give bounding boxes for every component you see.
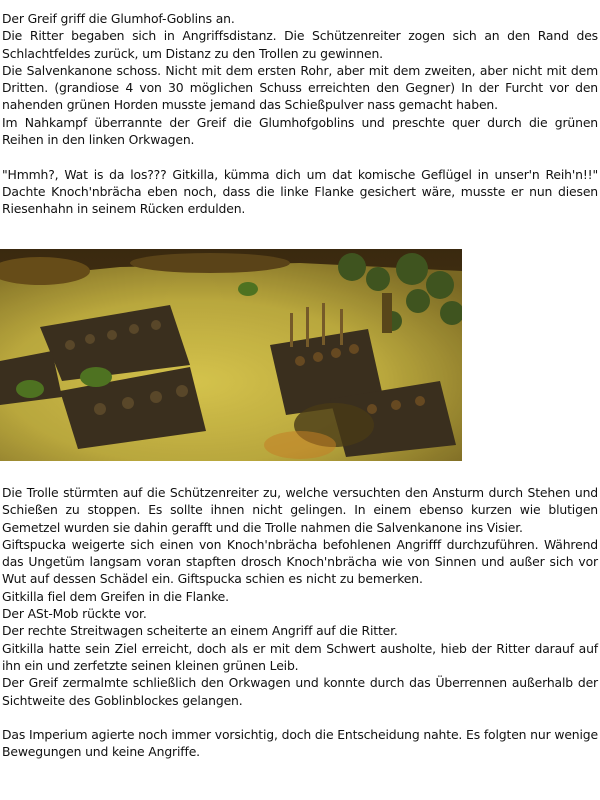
paragraph: Gitkilla hatte sein Ziel erreicht, doch als er mit dem Schwert ausholte, hieb der Ritter darauf auf ihn ein und zerfetzte seinen kleinen grünen Leib. bbox=[2, 640, 598, 673]
paragraph: Die Ritter begaben sich in Angriffsdistanz. Die Schützenreiter zogen sich an den Rand des Schlachtfeldes zurück, um Distanz zu den Trollen zu gewinnen. bbox=[2, 28, 598, 61]
paragraph: Die Salvenkanone schoss. Nicht mit dem ersten Rohr, aber mit dem zweiten, aber nicht mit dem Dritten. (grandiose 4 von 30 möglichen Schuss erreichten den Gegner) In der Furcht vor den nahenden grünen Horden musste jemand das Schießpulver nass gemacht haben. bbox=[2, 62, 598, 113]
paragraph: Die Trolle stürmten auf die Schützenreiter zu, welche versuchten den Ansturm durch Stehen und Schießen zu stoppen. Es sollte ihnen nicht gelingen. In einem ebenso kurzen wie blutigen Gemetzel wurden sie dahin gerafft und die Trolle nahmen die Salvenkanone ins Visier. bbox=[2, 485, 598, 535]
paragraph: Der Greif griff die Glumhof-Goblins an. bbox=[2, 11, 235, 26]
final-paragraph: Das Imperium agierte noch immer vorsichtig, doch die Entscheidung nahte. Es folgten nur wenige Bewegungen und keine Angriffe. bbox=[2, 727, 598, 760]
text-block-top bbox=[2, 10, 598, 218]
battle-photo bbox=[0, 249, 462, 461]
paragraph: Der rechte Streitwagen scheiterte an einem Angriff auf die Ritter. bbox=[2, 623, 398, 639]
paragraph: Im Nahkampf überrannte der Greif die Glumhofgoblins und preschte quer durch die grünen Reihen in den linken Orkwagen. bbox=[2, 114, 598, 148]
paragraph: Der ASt-Mob rückte vor. bbox=[2, 606, 147, 622]
quote-paragraph: "Hmmh?, Wat is da los??? Gitkilla, kümma dich um dat komische Geflügel in unser'n Reih'n!!" Dachte Knoch'nbrächa eben noch, dass die linke Flanke gesichert wäre, musste er nun diesen Riesenhahn in seinem Rücken erdulden. bbox=[2, 166, 598, 217]
paragraph: Der Greif zermalmte schließlich den Orkwagen und konnte durch das Überrennen außerhalb der Sichtweite des Goblinblockes gelangen. bbox=[2, 675, 598, 708]
paragraph: Giftspucka weigerte sich einen von Knoch'nbrächa befohlenen Angrifff durchzuführen. Während das Ungetüm langsam voran stapften drosch Knoch'nbrächa wie von Sinnen und außer sich vor Wut auf dessen Schädel ein. Giftspucka schien es nicht zu bemerken. bbox=[2, 536, 598, 587]
battle-photo-image bbox=[0, 249, 462, 461]
text-block-bottom bbox=[2, 484, 598, 761]
paragraph: Gitkilla fiel dem Greifen in die Flanke. bbox=[2, 588, 229, 604]
